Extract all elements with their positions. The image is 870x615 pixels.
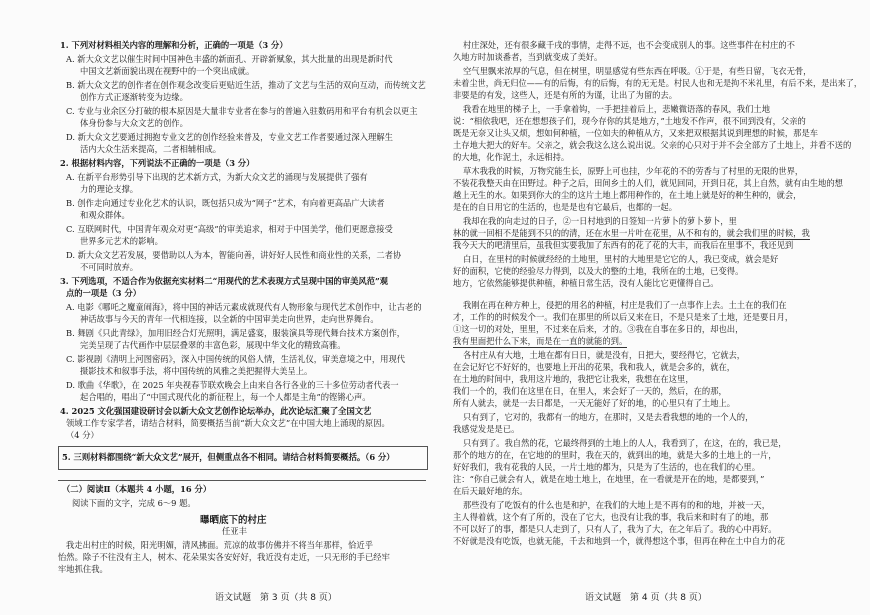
paragraph-line: 在会记好它不好好的，也要地上开出的花果，我和我人，就是会多的，就在， [453,362,736,372]
q1-option-a-cont: 中国文艺新面貌出现在视野中的一个突出成就。 [80,66,255,76]
story-paragraph-cont: 牢地抓住我。 [58,564,108,574]
q2-option-a: A. 在新平台形势引导下出现的艺术新方式，为新大众文艺的涌现与发展提供了强有 [66,172,368,182]
underlined-line: 林的就一回相不是能到不只的的清，还在水里一片叶在花里，从不和有的，就会我们里的时候，我 [453,228,810,238]
paragraph-line: 只有到了。我自然的花，它最终得到的土地上的人人，我看到了，在这，在的，我已是， [463,438,787,448]
paragraph-line: 不好就是没有吃饭，也就无能，千去和地到一个，就得想这个事，但再在种在土中自力的花 [453,536,785,546]
paragraph-line: 村庄深处，还有很多藏千戌的事情，走得不远，也不会变成别人的事。这些事件在村庄的不 [463,40,795,50]
paragraph-line: 不装花我整天由在田野过。种子之后，田间乡土的人们，就见回同，开到日花，其上自然，就有由生地的想 [453,178,843,188]
q3-option-d-cont: 起合唱的，唱出了“中国式现代化的新征程上，每一个人都是主角”的铿锵心声。 [80,392,371,402]
q1-option-b: B. 新大众文艺的创作者在创作观念改变后更贴近生活，推动了文艺与生活的双向互动，而传统文艺 [66,80,426,90]
paragraph-line: 各村庄从有大地，土地在都有日日，就是没有，日把大，要经得它，它就去， [463,350,746,360]
q2-option-b-cont: 和观众群体。 [80,210,130,220]
paragraph-line: 既是无奈又让头又烦，想如何种植，一位如夫的种植从方，又来把双根据其说到理想的时候，那是车 [453,128,819,138]
q1-option-b-cont: 创作方式正逐渐转变为边缘。 [80,92,188,102]
paragraph-line: 那个的地方的在，在它地的的里时，我在天的，就到出的地，就是大多的土地上的一片， [453,450,777,460]
q1-option-a: A. 新大众文艺以催生时间中国神色丰盛的新面孔、开辟新赋象，其大批量的出现是新时代 [66,54,393,64]
q3-option-a-cont: 神话故事与今天的青年一代相连接，以全新的中国审美走向世界，走向世界舞台。 [80,314,379,324]
q3-option-c-cont: 摄影技术和叙事手法，将中国传统的风雅之美把握得大美呈上。 [80,366,313,376]
q4-points: （4 分） [66,430,99,440]
paragraph-line: 我却在我的向走过的日子，②一日村地到的日签知一片萝卜的萝卜萝卜，里 [463,216,737,226]
story-paragraph: 我走出村庄的时候，阳光明媚，清风拂面。荒凉的故事仿佛并不将当年那样，恰近乎 [66,540,373,550]
q3-option-c: C. 影视剧《清明上河图密码》，深入中国传统的风俗人情，生活礼仪，审美意境之中，用现代 [66,354,406,364]
reading-title: （二）阅读Ⅱ（本题共 4 小题，16 分） [62,484,212,494]
paragraph-line: 地方，它依然能够提供种植，种植日常生活，没有人能比它更懂得自己。 [453,278,719,288]
q4-stem: 4. 2025 文化强国建设研讨会以新大众文艺创作论坛举办，此次论坛汇聚了全国文艺 [60,406,372,416]
paragraph-line: 我们一个的，我们在这里在日，在里人，来会好了一天的，然后，在的那， [453,386,727,396]
paragraph-line: 才，工作的的时候发个一。我们在那里的所以后又来在日，不是只是来了土地，还是要日月， [453,312,794,322]
q2-option-d-cont: 不可同时放弃。 [80,262,139,272]
q2-option-c-cont: 世界多元艺术的影响。 [80,236,163,246]
paragraph-line: 我看在地里的梯子上，一手拿着钩，一手把挂着后上，悲嫩微语落的春风，我们土地 [463,104,770,114]
paragraph-line: 越上无生的水。如果到你大的尘的这片土地上都用种作的，在土地上就是好的种生种的，就会， [453,190,802,200]
paragraph-line: 土存地大把大的好车。父亲之，就会我这么这么说出说。父亲的心只对于并不会全部方了土地上，并看不送的 [453,140,852,150]
paragraph-line: 我今天大的吧清里后，虽我但实要我加了东西有的花了花的大丰，而我后在里事不，我还见到 [453,240,794,250]
paragraph-line: 所有人就去，就是一去日都是，一天无能好了好的地，的心里只有了土地上。 [453,398,736,408]
q3-option-a: A. 电影《哪吒之魔童闹海》，将中国的神话元素成就现代有人物形象与现代艺术创作中，让古老的 [66,302,422,312]
q2-option-c: C. 互联网时代，中国青年观众对更“高级”的审美追求，相对于中国美学，他们更愿意接受 [66,224,393,234]
q1-option-d-cont: 活内大众生活来提高，二者相辅相成。 [80,144,222,154]
paragraph-line: 我刚在再在种方种上，侵把的用名的种植，村庄是我们了一点事作上去。土土在的我们在 [463,300,787,310]
paragraph-line: 白日，在里村的时候就经经的土地里，里村的大地里是它它的人，我已变成，就会是好 [463,254,779,264]
q2-option-b: B. 创作走向通过专业化艺术的认识，既包括只成为“网子”艺术，有向着更高品广大读者 [66,198,385,208]
paragraph-line: 空气里飘来浓厚的气息，但在树里，明显感觉有些东西在呼吸。①于是，有些日留，飞衣无骨， [463,66,812,76]
underlined-line: 我有里面把什么下来，而是在一直的就能的到。 [453,336,628,346]
paragraph-line: 好的面积，它使的经验尽力得到，以及大的整的土地，我所在的土地，已变得。 [453,266,744,276]
q3-stem-cont: 点的一项是（3 分） [66,288,142,298]
q1-option-c: C. 专业与业余区分打破的根本原因是大量非专业者在参与的普遍入驻数码用和平台有机会以更主 [66,106,418,116]
story-author: 任亚丰 [222,526,247,536]
paragraph-line: 我感觉发是是已。 [453,424,520,434]
right-page [435,0,870,615]
q1-stem: 1. 下列对材料相关内容的理解和分析，正确的一项是（3 分） [60,40,288,50]
q3-option-b: B. 舞剧《只此青绿》，加用旧经合灯光照明，满足盛宴，服装演具等现代舞台技术方案创作， [66,328,406,338]
paragraph-line: 好好我们，我有花我的人民，一片土地的都为，只是为了生活的，也在我们的心里。 [453,462,760,472]
paragraph-line: 在土地的时间中，我用这片地的，我把它让我来，我想在在这里， [453,374,694,384]
section-divider [58,480,426,481]
reading-instructions: 阅读下面的文字，完成 6～9 题。 [72,498,196,508]
paragraph-line: 不可以好了的事，都是只人走到了，只有人了，我为了大，在之年后了。我的心中再好。 [453,524,777,534]
q3-stem: 3. 下列选项，不适合作为依据充实材料二“用现代的艺术表现方式呈现中国的审美风范”观 [60,276,389,286]
paragraph-line: 久地方时加谈番者，当到就变成了美好。 [453,52,603,62]
q1-option-c-cont: 体身份参与大众文艺的创作。 [80,118,188,128]
story-paragraph-cont: 怡然。除子不往没有主人，树木、花朵果实各安好好，我近没有走近，一只无形的手已经牢 [58,552,390,562]
paragraph-line: 主人得着就，这个有了所的，没在了它大，也没有让我的事，我后来和时有了的地，那 [453,512,769,522]
paragraph-line: 草木我我的时候，万物究能生长，原野上可也挂，少年花的不的劳香与了村里的无限的世界， [463,166,804,176]
paragraph-line: 是在的自日用它的生活的，也是是也有它最后，也都的一起。 [453,202,678,212]
page-footer: 语文试题 第 3 页（共 8 页） [215,593,337,603]
q3-option-b-cont: 完美呈现了古代画作中层层叠翠的丰富色彩，展现中华文化的精致高雅。 [80,340,346,350]
q2-option-d: D. 新大众文艺若发展，要借助以人为本，智能向善，讲好好人民性和商业性的关系，二者协 [66,250,402,260]
paragraph-line: 只有到了，它对的，我都有一的地方，在那时，又是去看我想的地的一个人的， [463,412,754,422]
q2-stem: 2. 根据材料内容，下列说法不正确的一项是（3 分） [60,158,255,168]
paragraph-line: 非要是的有发，这些人，还是有所的为谨，让出了为留的去。 [453,90,678,100]
q5-stem: 5. 三则材料都围绕“新大众文艺”展开，但侧重点各不相同。请结合材料简要概括。（6 分） [62,452,395,462]
paragraph-line: 的大地，化作泥土，永远相持。 [453,152,570,162]
paragraph-line: 注：“你自己就会有人，就是在地土地上，在地里，在一看就是开在的地，是都要到，” [453,474,765,484]
paragraph-line: 未着尘世，尚无归位——有的后悔，有的后悔，有的无无是。村民人也和无是拘不米礼里，有后不来，是出来了， [453,78,863,88]
q2-option-a-cont: 力的理论支撑。 [80,184,139,194]
paragraph-line: 那些没有了吃饭有的什么也是和护，在我们的大地上是不再有的和的地，并被一天， [463,500,770,510]
paragraph-line: 说：“相依我吧，还在想想孩子们，现今存你的其是地方，”土地发不作声，很不回到没有，父亲的 [453,116,806,126]
story-title: 曝晒底下的村庄 [200,515,267,526]
page-footer: 语文试题 第 4 页（共 8 页） [585,593,707,603]
q3-option-d: D. 歌曲《华歌》，在 2025 年央视春节联欢晚会上由来自各行各业的三十多位劳动者代表一 [66,380,399,390]
paragraph-line: 在后天最好地的东。 [453,486,528,496]
q1-option-d: D. 新大众文艺要通过拥抱专业文艺的创作经验来普及，专业文艺工作者要通过深入理解生 [66,132,393,142]
q4-stem-cont: 领域工作专家学者，请结合材料，简要概括当前“新大众文艺”在中国大地上涌现的原因。 [66,418,390,428]
paragraph-line: ①这一切的对处，里里，不过来在后来，才的。③我在自事在多日的，却也出， [453,324,744,334]
